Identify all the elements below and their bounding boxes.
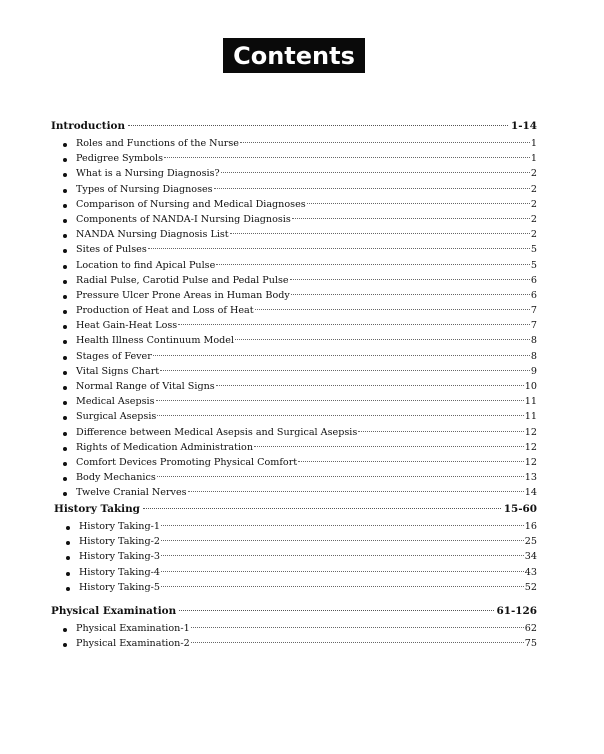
entry-page: 8 [530,350,537,362]
bullet-icon [63,189,67,193]
dot-leader [254,446,524,447]
bullet-icon [63,401,67,405]
entry-page: 12 [524,441,537,453]
entry-page: 8 [530,335,537,347]
section-title: Physical Examination [51,605,177,617]
toc-entry[interactable] [51,199,537,214]
contents-title-banner [223,38,365,73]
entry-title: History Taking-3 [79,551,160,563]
entry-title: Physical Examination-2 [76,638,190,650]
dot-leader [358,431,524,432]
dot-leader [164,157,530,158]
toc-entry[interactable] [51,290,537,305]
section-page-range: 61-126 [496,605,537,617]
toc-entry[interactable] [51,184,537,199]
bullet-icon [63,158,67,162]
toc-entry[interactable] [51,457,537,472]
toc-section-heading[interactable] [51,605,537,620]
entry-page: 12 [524,426,537,438]
entry-page: 9 [530,365,537,377]
dot-leader [161,571,524,572]
entry-title: Components of NANDA-I Nursing Diagnosis [76,213,291,225]
entry-title: Heat Gain-Heat Loss [76,320,178,332]
entry-title: Twelve Cranial Nerves [76,487,187,499]
bullet-icon [66,526,70,530]
dot-leader [298,461,524,462]
toc-entry[interactable] [51,427,537,442]
entry-title: NANDA Nursing Diagnosis List [76,229,229,241]
entry-page: 34 [524,551,537,563]
page-title: Contents [233,41,355,70]
entry-title: History Taking-5 [79,581,160,593]
section-title: History Taking [54,503,140,515]
dot-leader [161,540,524,541]
toc-entry[interactable] [51,260,537,275]
bullet-icon [63,356,67,360]
toc-entry[interactable] [51,396,537,411]
toc-entry[interactable] [51,381,537,396]
bullet-icon [63,249,67,253]
entry-title: Location to find Apical Pulse [76,259,216,271]
dot-leader [188,491,524,492]
entry-page: 2 [530,168,537,180]
entry-title: Rights of Medication Administration [76,441,253,453]
bullet-icon [63,432,67,436]
toc-entry[interactable] [51,244,537,259]
entry-title: Pressure Ulcer Prone Areas in Human Body [76,289,290,301]
toc-entry[interactable] [51,335,537,350]
toc-entry[interactable] [51,153,537,168]
dot-leader [230,233,530,234]
dot-leader [292,218,530,219]
entry-title: History Taking-2 [79,536,160,548]
toc-entry[interactable] [51,320,537,335]
bullet-icon [66,587,70,591]
toc-section [51,120,537,503]
bullet-icon [66,572,70,576]
entry-page: 1 [530,138,537,149]
entry-page: 5 [530,259,537,271]
toc-entry[interactable] [54,582,537,597]
bullet-icon [63,386,67,390]
entry-title: Medical Asepsis [76,396,155,408]
entry-title: Comparison of Nursing and Medical Diagnoses [76,198,306,210]
entry-page: 62 [524,623,537,634]
dot-leader [161,525,524,526]
entry-page: 43 [524,566,537,578]
toc-section [54,503,537,597]
toc-entry[interactable] [51,351,537,366]
entry-page: 11 [524,396,537,408]
dot-leader [161,586,524,587]
bullet-icon [63,492,67,496]
dot-leader [143,508,501,509]
bullet-icon [63,234,67,238]
dot-leader [221,172,530,173]
toc-entry[interactable] [51,472,537,487]
toc-section [51,605,537,653]
dot-leader [161,555,524,556]
toc-entry[interactable] [51,305,537,320]
dot-leader [216,264,530,265]
bullet-icon [63,219,67,223]
toc-entry[interactable] [51,168,537,183]
toc-entry[interactable] [51,138,537,153]
bullet-icon [63,371,67,375]
bullet-icon [63,325,67,329]
dot-leader [291,294,530,295]
bullet-icon [66,556,70,560]
section-page-range: 1-14 [510,120,537,132]
toc-section-heading[interactable] [51,120,537,135]
toc-item-list [51,623,537,653]
entry-title: History Taking-1 [79,521,160,532]
entry-page: 2 [530,213,537,225]
bullet-icon [66,541,70,545]
dot-leader [153,355,530,356]
entry-page: 16 [524,521,537,532]
toc-entry[interactable] [54,567,537,582]
entry-page: 13 [524,472,537,484]
entry-page: 2 [530,183,537,195]
entry-title: Normal Range of Vital Signs [76,381,215,392]
entry-page: 2 [530,229,537,241]
dot-leader [148,248,530,249]
entry-title: Pedigree Symbols [76,153,164,165]
toc-entry[interactable] [54,521,537,536]
entry-title: Stages of Fever [76,350,152,362]
toc-item-list [51,138,537,503]
entry-page: 6 [530,274,537,286]
toc-entry[interactable] [51,275,537,290]
entry-title: What is a Nursing Diagnosis? [76,168,220,180]
entry-title: History Taking-4 [79,566,160,578]
dot-leader [255,309,530,310]
bullet-icon [63,628,67,632]
dot-leader [128,125,508,126]
entry-page: 14 [524,487,537,499]
section-title: Introduction [51,120,125,132]
bullet-icon [63,295,67,299]
toc-entry[interactable] [54,551,537,566]
toc-entry[interactable] [51,214,537,229]
entry-title: Sites of Pulses [76,244,147,256]
entry-page: 2 [530,198,537,210]
toc-entry[interactable] [51,366,537,381]
dot-leader [216,385,524,386]
entry-title: Types of Nursing Diagnoses [76,183,213,195]
bullet-icon [63,310,67,314]
entry-page: 25 [524,536,537,548]
entry-title: Vital Signs Chart [76,365,160,377]
entry-page: 11 [524,411,537,423]
dot-leader [179,610,493,611]
toc-entry[interactable] [51,229,537,244]
entry-page: 1 [530,153,537,165]
entry-title: Difference between Medical Asepsis and Surgical Asepsis [76,426,358,438]
dot-leader [214,188,530,189]
dot-leader [191,642,524,643]
dot-leader [160,370,530,371]
toc-entry[interactable] [54,536,537,551]
bullet-icon [63,340,67,344]
bullet-icon [63,643,67,647]
toc-section-heading[interactable] [54,503,537,518]
toc-entry[interactable] [51,623,537,638]
dot-leader [235,339,530,340]
bullet-icon [63,462,67,466]
entry-page: 7 [530,305,537,317]
bullet-icon [63,447,67,451]
bullet-icon [63,265,67,269]
dot-leader [191,627,524,628]
dot-leader [178,324,530,325]
toc-entry[interactable] [51,442,537,457]
bullet-icon [63,280,67,284]
dot-leader [307,203,530,204]
toc-entry[interactable] [51,638,537,653]
toc-entry[interactable] [51,487,537,502]
entry-page: 75 [524,638,537,650]
entry-page: 10 [524,381,537,392]
dot-leader [157,476,524,477]
toc-entry[interactable] [51,411,537,426]
entry-title: Surgical Asepsis [76,411,157,423]
entry-title: Production of Heat and Loss of Heat [76,305,254,317]
bullet-icon [63,416,67,420]
entry-page: 12 [524,456,537,468]
entry-title: Physical Examination-1 [76,623,190,634]
entry-title: Health Illness Continuum Model [76,335,234,347]
entry-page: 52 [524,581,537,593]
entry-title: Roles and Functions of the Nurse [76,138,239,149]
toc-item-list [54,521,537,597]
entry-page: 6 [530,289,537,301]
entry-title: Comfort Devices Promoting Physical Comfort [76,456,298,468]
section-page-range: 15-60 [503,503,537,515]
entry-title: Body Mechanics [76,472,156,484]
bullet-icon [63,173,67,177]
dot-leader [290,279,530,280]
bullet-icon [63,204,67,208]
bullet-icon [63,143,67,147]
dot-leader [156,400,524,401]
dot-leader [157,415,523,416]
entry-page: 5 [530,244,537,256]
entry-title: Radial Pulse, Carotid Pulse and Pedal Pulse [76,274,289,286]
bullet-icon [63,477,67,481]
dot-leader [240,142,530,143]
entry-page: 7 [530,320,537,332]
